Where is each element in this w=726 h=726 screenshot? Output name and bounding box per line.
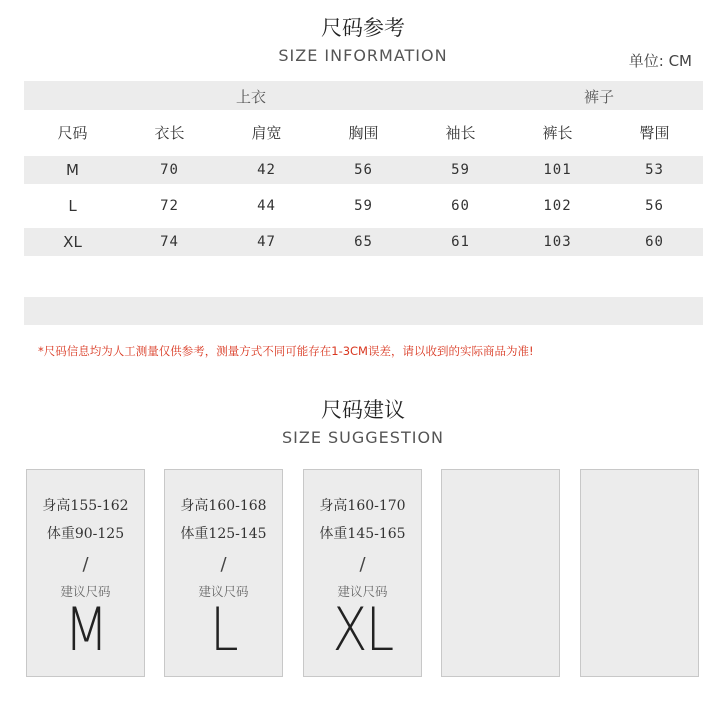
weight-range: 体重125-145 — [180, 526, 267, 542]
recommended-size-label: 建议尺码 — [60, 584, 111, 599]
weight-range: 体重90-125 — [46, 526, 125, 542]
measurement-note: *尺码信息均为人工测量仅供参考，测量方式不同可能存在1-3CM误差，请以收到的实际商品为准! — [38, 344, 534, 358]
column-header: 胸围 — [348, 123, 379, 142]
recommended-size-label: 建议尺码 — [337, 584, 388, 599]
table-row — [24, 156, 703, 184]
height-range: 身高160-170 — [319, 498, 406, 514]
value-cell: 60 — [645, 234, 664, 250]
column-header-row — [24, 118, 703, 146]
value-cell: 72 — [160, 198, 179, 214]
group-label-top: 上衣 — [236, 88, 267, 106]
column-header: 肩宽 — [251, 123, 282, 142]
size-cell: XL — [63, 233, 82, 251]
size-card-xl — [303, 469, 422, 677]
table-row — [24, 228, 703, 256]
column-header: 裤长 — [542, 123, 573, 142]
value-cell: 65 — [354, 234, 373, 250]
group-label-pants: 裤子 — [584, 88, 615, 106]
value-cell: 60 — [451, 198, 470, 214]
group-header-row — [24, 81, 703, 110]
value-cell: 70 — [160, 162, 179, 178]
value-cell: 47 — [257, 234, 276, 250]
recommended-size: M — [64, 595, 107, 665]
divider-slash: / — [220, 554, 227, 575]
height-range: 身高160-168 — [180, 498, 267, 514]
value-cell: 53 — [645, 162, 664, 178]
value-cell: 42 — [257, 162, 276, 178]
size-card-empty — [441, 469, 560, 677]
empty-row — [24, 297, 703, 325]
size-info-subtitle: SIZE INFORMATION — [278, 46, 448, 65]
divider-slash: / — [82, 554, 89, 575]
value-cell: 59 — [451, 162, 470, 178]
size-cell: L — [68, 197, 77, 215]
value-cell: 103 — [543, 234, 572, 250]
value-cell: 74 — [160, 234, 179, 250]
value-cell: 56 — [645, 198, 664, 214]
value-cell: 56 — [354, 162, 373, 178]
recommended-size: L — [210, 595, 237, 665]
recommended-size: XL — [332, 595, 393, 665]
size-card-m — [26, 469, 145, 677]
size-card-empty — [580, 469, 699, 677]
value-cell: 59 — [354, 198, 373, 214]
column-header: 袖长 — [445, 123, 476, 142]
table-row — [24, 192, 703, 220]
height-range: 身高155-162 — [42, 498, 129, 514]
size-card-l — [164, 469, 283, 677]
column-header: 尺码 — [57, 123, 88, 142]
value-cell: 44 — [257, 198, 276, 214]
value-cell: 102 — [543, 198, 572, 214]
recommended-size-label: 建议尺码 — [198, 584, 249, 599]
value-cell: 101 — [543, 162, 572, 178]
unit-label: 单位: CM — [628, 52, 692, 70]
value-cell: 61 — [451, 234, 470, 250]
size-suggestion-subtitle: SIZE SUGGESTION — [281, 428, 444, 447]
size-info-title: 尺码参考 — [321, 16, 405, 40]
size-suggestion-title: 尺码建议 — [321, 398, 405, 422]
weight-range: 体重145-165 — [319, 526, 406, 542]
column-header: 臀围 — [639, 123, 670, 142]
column-header: 衣长 — [154, 123, 185, 142]
size-cell: M — [66, 161, 79, 179]
divider-slash: / — [359, 554, 366, 575]
